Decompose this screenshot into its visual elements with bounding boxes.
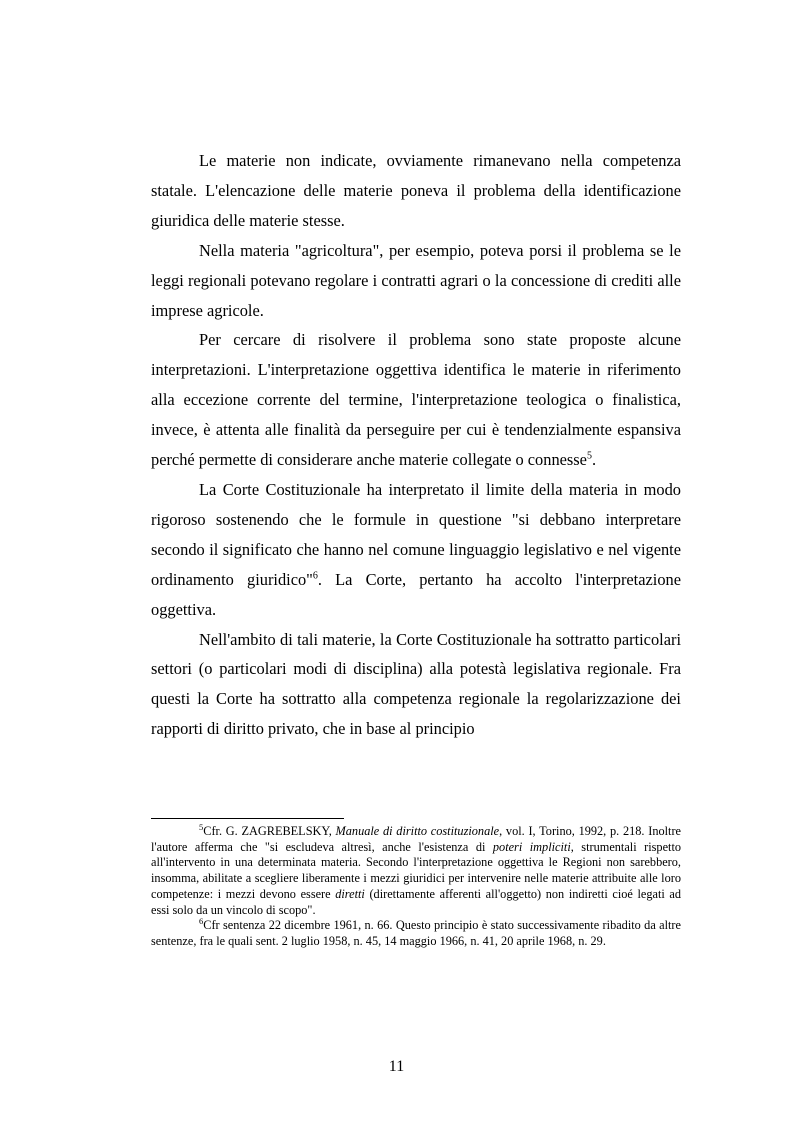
page-number: 11 bbox=[388, 1058, 405, 1075]
paragraph-text: Nell'ambito di tali materie, la Corte Costituzionale ha sottratto particolari settori (o particolari modi di disciplina) alla potestà legislativa regionale. Fra questi la Corte ha sottratto alla competenza regionale la regolarizzazione dei rapporti di diritto privato, che in base al principio bbox=[151, 629, 681, 739]
paragraph-text: Per cercare di risolvere il problema sono state proposte alcune interpretazioni. L'interpretazione oggettiva identifica le materie in riferimento alla eccezione corrente del termine, l'interpretazione teologica o finalistica, invece, è attenta alle finalità da perseguire per cui è tendenzialmente espansiva perché permette di considerare anche materie collegate o connesse bbox=[151, 330, 681, 470]
footnote-text: Cfr sentenza 22 dicembre 1961, n. 66. Questo principio è stato successivamente ribadito da altre sentenze, fra le quali sent. 2 luglio 1958, n. 45, 14 maggio 1966, n. 41, 20 aprile 1968, n. 29. bbox=[151, 918, 681, 948]
footnote-reference[interactable]: 5 bbox=[586, 450, 592, 462]
emphasis: diretti bbox=[335, 886, 365, 901]
footnote bbox=[151, 918, 681, 949]
footnote bbox=[151, 821, 682, 918]
footnote-mark: 5 bbox=[199, 821, 204, 832]
paragraph-text: Nella materia "agricoltura", per esempio, poteva porsi il problema se le leggi regionali potevano regolare i contratti agrari o la concessione di crediti alle imprese agricole. bbox=[151, 240, 681, 320]
book-title: Manuale di diritto costituzionale bbox=[335, 824, 500, 838]
paragraph bbox=[151, 625, 681, 745]
emphasis: poteri impliciti bbox=[492, 839, 571, 854]
footnote-separator bbox=[151, 818, 344, 819]
footnote-reference[interactable]: 6 bbox=[312, 570, 318, 582]
paragraph-text: . bbox=[591, 450, 597, 470]
paragraph bbox=[151, 325, 681, 475]
footnote-text: , vol. I, Torino, 1992, p. 218. Inoltre l'autore afferma che "si escludeva altresì, anche l'esistenza di bbox=[151, 824, 682, 854]
paragraph bbox=[151, 236, 681, 326]
paragraph bbox=[151, 475, 681, 625]
paragraph-text: Le materie non indicate, ovviamente rimanevano nella competenza statale. L'elencazione delle materie poneva il problema della identificazione giuridica delle materie stesse. bbox=[151, 151, 681, 230]
footnote-mark: 6 bbox=[199, 916, 204, 927]
footnote-text: (direttamente afferenti all'oggetto) non indiretti cioé legati ad essi solo da un vincolo di scopo". bbox=[151, 886, 682, 917]
footnote-text: Cfr. G. ZAGREBELSKY, bbox=[203, 824, 336, 838]
body-text bbox=[151, 146, 681, 744]
footnote-text: , strumentali rispetto all'intervento in una determinata materia. Secondo l'interpretazione oggettiva le Regioni non sarebbero, insomma, abilitate a scegliere liberamente i mezzi giuridici per intervenire nelle materie attribuite alle loro competenze: i mezzi devono essere bbox=[151, 839, 682, 901]
paragraph-text: La Corte Costituzionale ha interpretato il limite della materia in modo rigoroso sostenendo che le formule in questione "si debbano interpretare secondo il significato che hanno nel comune linguaggio legislativo e nel vigente ordinamento giuridico" bbox=[151, 479, 681, 589]
paragraph bbox=[151, 146, 681, 236]
paragraph-text: . La Corte, pertanto ha accolto l'interpretazione oggettiva. bbox=[151, 569, 681, 619]
footnotes bbox=[151, 821, 682, 950]
